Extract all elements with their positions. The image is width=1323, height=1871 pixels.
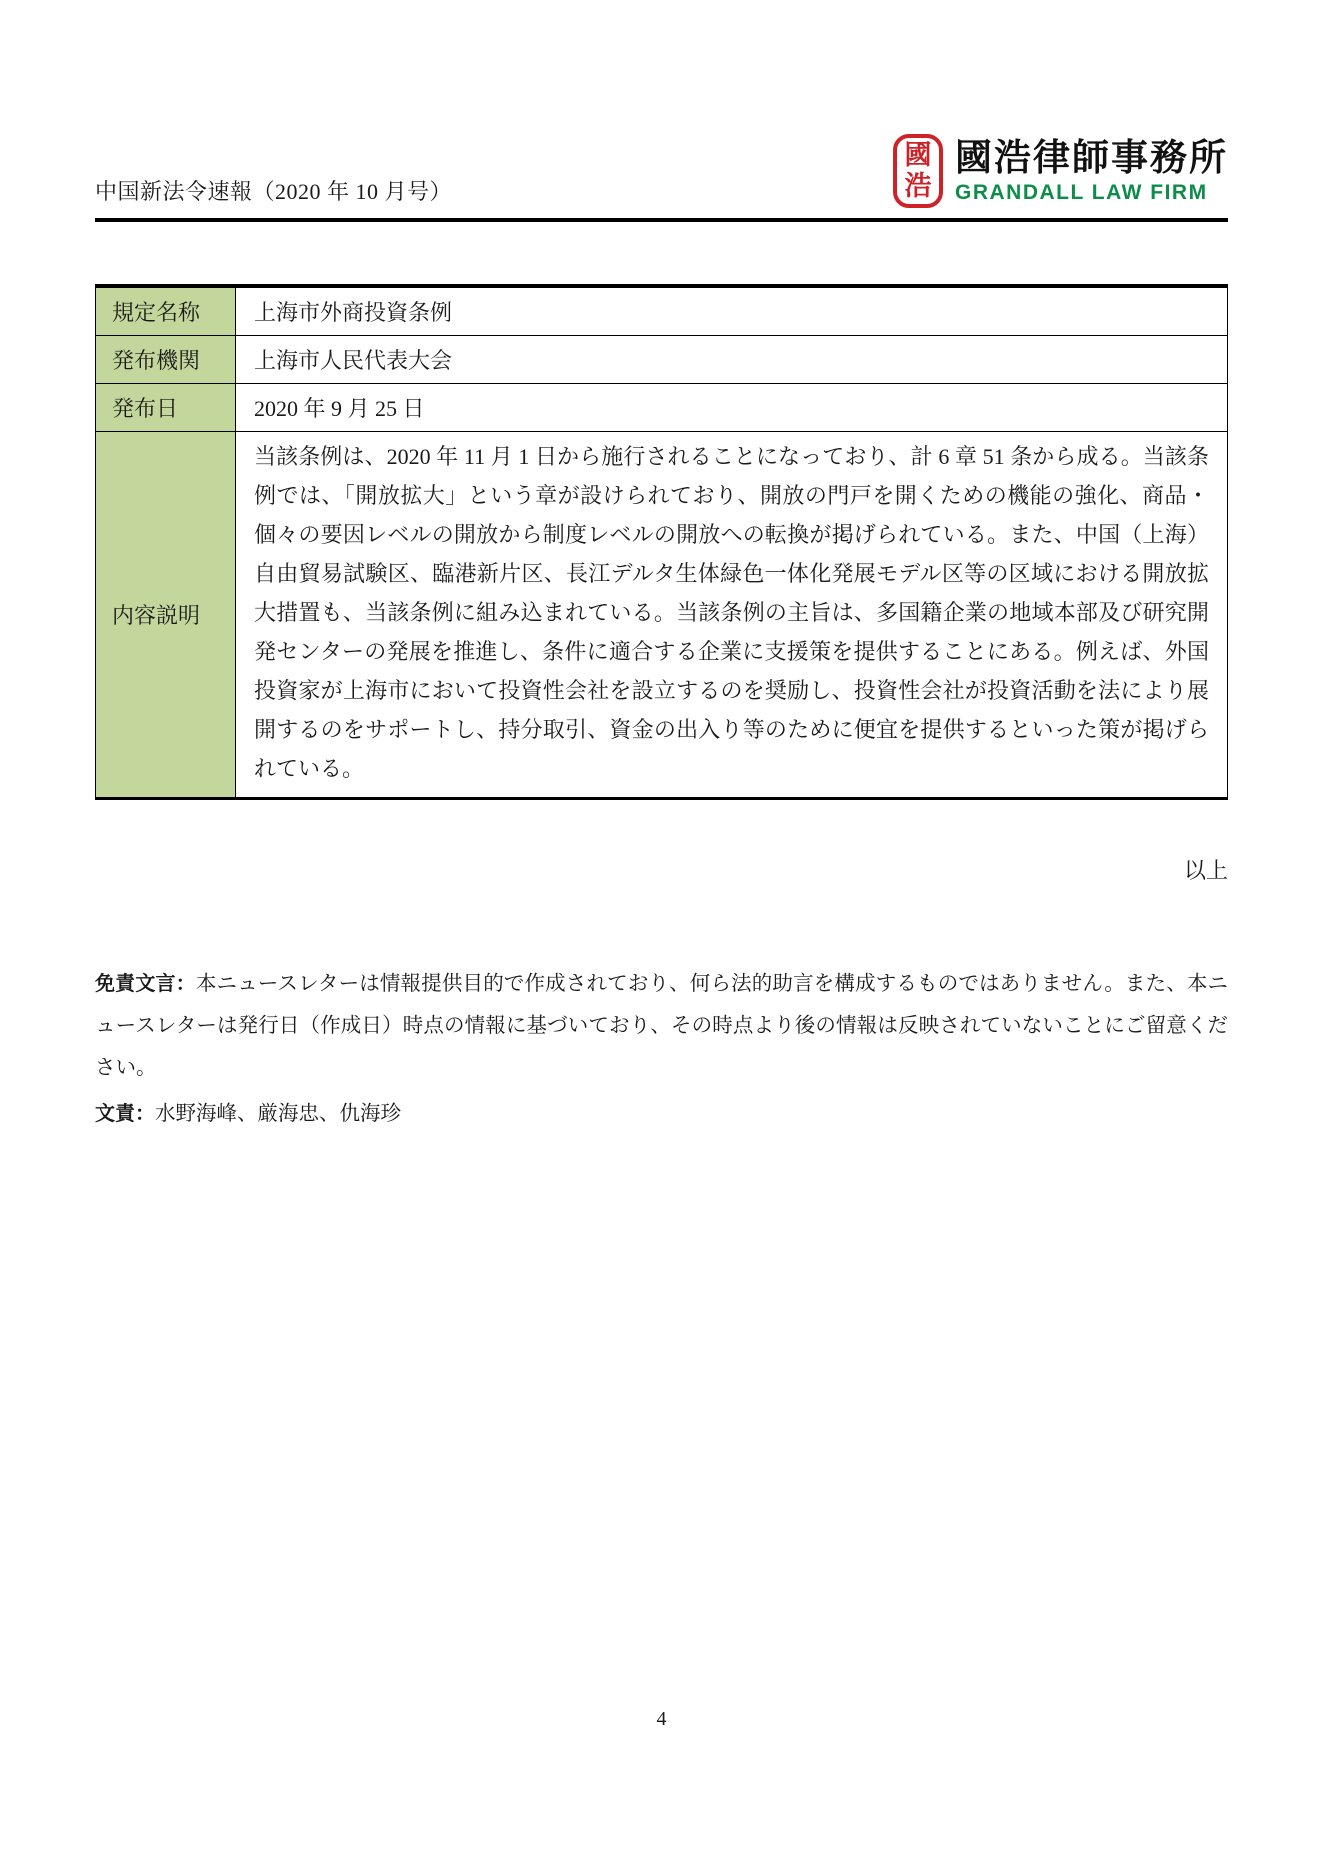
- authors-names: 水野海峰、厳海忠、仇海珍: [155, 1103, 401, 1125]
- firm-name-en: GRANDALL LAW FIRM: [955, 181, 1208, 205]
- table-row: [96, 286, 1228, 336]
- closing-ijou: 以上: [1183, 858, 1228, 883]
- row-value-issuing-body: 上海市人民代表大会: [236, 336, 1228, 384]
- disclaimer-text: 本ニュースレターは情報提供目的で作成されており、何ら法的助言を構成するものではありません。また、本ニュースレターは発行日（作成日）時点の情報に基づいており、その時点より後の情報は反映されていないことにご留意ください。: [95, 973, 1229, 1079]
- table-row: [96, 336, 1228, 384]
- table-row: [96, 384, 1228, 432]
- firm-name-cjk: 國浩律師事務所: [955, 136, 1228, 178]
- firm-logo-text: [955, 138, 1228, 205]
- disclaimer-paragraph: [95, 963, 1228, 1089]
- authors-label: 文責：: [95, 1103, 155, 1125]
- row-value-regulation-name: 上海市外商投資条例: [236, 286, 1228, 336]
- firm-logo: [893, 134, 1228, 208]
- row-value-description: 当該条例は、2020 年 11 月 1 日から施行されることになっており、計 6 章 51 条から成る。当該条例では、「開放拡大」という章が設けられており、開放の門戸を開くための機能の強化、商品・個々の要因レベルの開放から制度レベルの開放への転換が掲げられている。また、中国（上海）自由貿易試験区、臨港新片区、長江デルタ生体緑色一体化発展モデル区等の区域における開放拡大措置も、当該条例に組み込まれている。当該条例の主旨は、多国籍企業の地域本部及び研究開発センターの発展を推進し、条件に適合する企業に支援策を提供することにある。例えば、外国投資家が上海市において投資性会社を設立するのを奨励し、投資性会社が投資活動を法により展開するのをサポートし、持分取引、資金の出入り等のために便宜を提供するといった策が掲げられている。: [236, 432, 1228, 799]
- row-label-regulation-name: 規定名称: [96, 286, 236, 336]
- row-value-issue-date: 2020 年 9 月 25 日: [236, 384, 1228, 432]
- regulation-summary-table: [95, 284, 1228, 800]
- row-label-issuing-body: 発布機関: [96, 336, 236, 384]
- disclaimer-label: 免責文言：: [95, 973, 196, 995]
- grandall-seal-icon: [893, 134, 943, 208]
- page-header: [95, 0, 1228, 222]
- table-row: [96, 432, 1228, 799]
- authors-line: [95, 1093, 1228, 1135]
- row-label-description: 内容説明: [96, 432, 236, 799]
- row-label-issue-date: 発布日: [96, 384, 236, 432]
- seal-char-bottom: 浩: [904, 171, 932, 201]
- seal-char-top: 國: [904, 139, 932, 170]
- newsletter-title: 中国新法令速報（2020 年 10 月号）: [95, 179, 453, 204]
- page-number: 4: [656, 1708, 667, 1730]
